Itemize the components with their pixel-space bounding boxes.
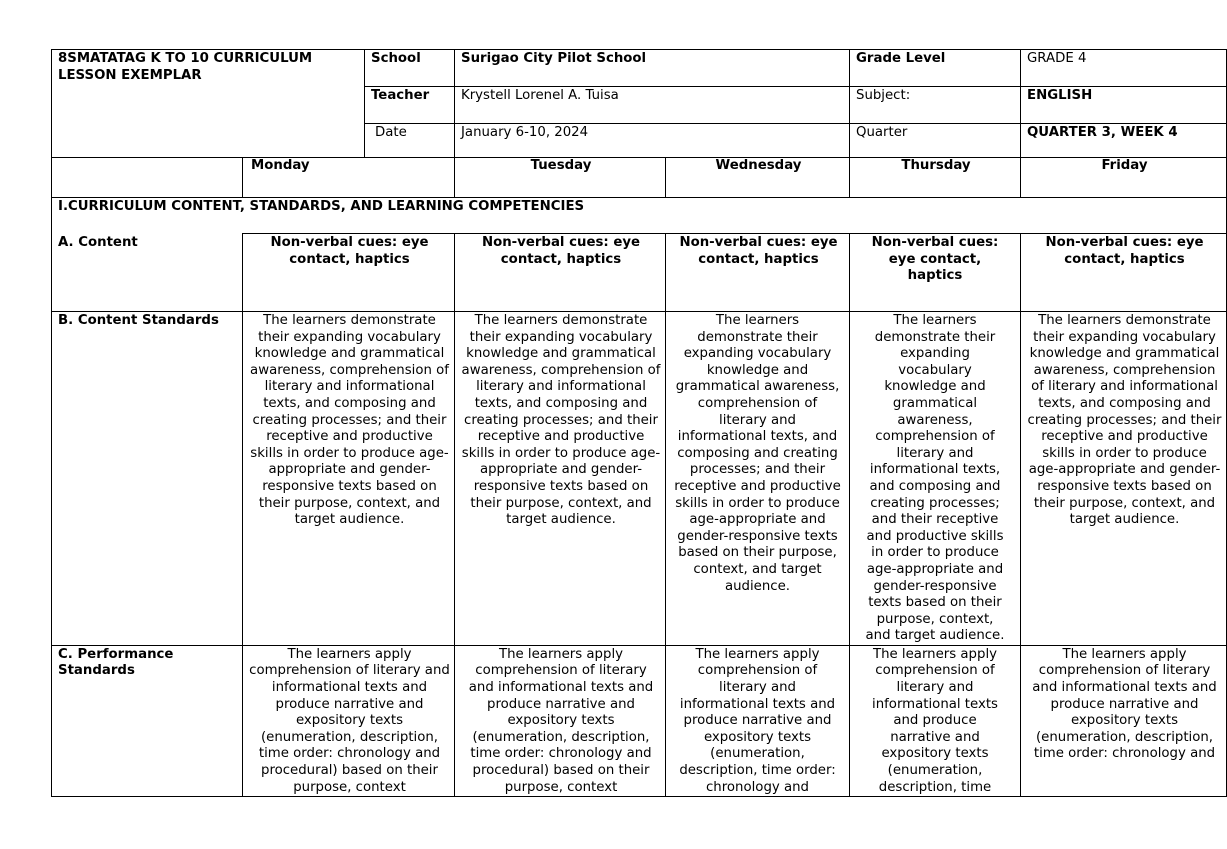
content-standards-friday: The learners demonstrate their expanding vocabulary knowledge and grammatical awareness, comprehension of literary and informational texts, and composing and creating processes; and their receptive and productive skills in order to produce age-appropriate and gender-responsive texts based on their purpose, context, and target audience. [1021, 312, 1227, 646]
day-friday: Friday [1021, 158, 1227, 198]
content-standards-tuesday: The learners demonstrate their expanding vocabulary knowledge and grammatical awareness, comprehension of literary and informational texts, and composing and creating processes; and their receptive and productive skills in order to produce age-appropriate and gender-responsive texts based on their purpose, context, and target audience. [455, 312, 666, 646]
day-tuesday: Tuesday [455, 158, 666, 198]
content-standards-thursday: The learners demonstrate their expanding vocabulary knowledge and grammatical awareness, comprehension of literary and informational texts, and composing and creating processes; and their receptive and productive skills in order to produce age-appropriate and gender-responsive texts based on their purpose, context, and target audience. [850, 312, 1021, 646]
date-label: Date [365, 124, 455, 158]
grade-level-value: GRADE 4 [1021, 50, 1227, 87]
section-heading: I.CURRICULUM CONTENT, STANDARDS, AND LEARNING COMPETENCIES [52, 198, 1227, 234]
content-friday: Non-verbal cues: eye contact, haptics [1021, 234, 1227, 312]
teacher-value: Krystell Lorenel A. Tuisa [455, 87, 850, 124]
section-heading-row [52, 198, 1227, 234]
curriculum-title [52, 50, 365, 158]
curriculum-title-line2: LESSON EXEMPLAR [58, 67, 202, 83]
days-row-blank [52, 158, 243, 198]
content-standards-wednesday: The learners demonstrate their expanding vocabulary knowledge and grammatical awareness, comprehension of literary and informational texts, and composing and creating processes; and their receptive and productive skills in order to produce age-appropriate and gender-responsive texts based on their purpose, context, and target audience. [666, 312, 850, 646]
grade-level-label: Grade Level [850, 50, 1021, 87]
day-monday: Monday [243, 158, 455, 198]
lesson-plan-table [51, 49, 1227, 797]
content-tuesday: Non-verbal cues: eye contact, haptics [455, 234, 666, 312]
header-row-school [52, 50, 1227, 87]
content-wednesday: Non-verbal cues: eye contact, haptics [666, 234, 850, 312]
school-value: Surigao City Pilot School [455, 50, 850, 87]
performance-standards-friday: The learners apply comprehension of literary and informational texts and produce narrative and expository texts (enumeration, description, time order: chronology and [1021, 645, 1227, 796]
content-thursday: Non-verbal cues: eye contact, haptics [850, 234, 1021, 312]
day-wednesday: Wednesday [666, 158, 850, 198]
row-performance-standards [52, 645, 1227, 796]
performance-standards-monday: The learners apply comprehension of literary and informational texts and produce narrative and expository texts (enumeration, description, time order: chronology and procedural) based on their purpose, context [243, 645, 455, 796]
row-label-content: A. Content [52, 234, 243, 312]
row-content [52, 234, 1227, 312]
days-row [52, 158, 1227, 198]
performance-standards-thursday: The learners apply comprehension of literary and informational texts and produce narrative and expository texts (enumeration, description, time [850, 645, 1021, 796]
teacher-label: Teacher [365, 87, 455, 124]
performance-standards-tuesday: The learners apply comprehension of literary and informational texts and produce narrative and expository texts (enumeration, description, time order: chronology and procedural) based on their purpose, context [455, 645, 666, 796]
subject-label: Subject: [850, 87, 1021, 124]
content-monday: Non-verbal cues: eye contact, haptics [243, 234, 455, 312]
day-thursday: Thursday [850, 158, 1021, 198]
row-label-performance-standards: C. Performance Standards [52, 645, 243, 796]
quarter-value: QUARTER 3, WEEK 4 [1021, 124, 1227, 158]
performance-standards-wednesday: The learners apply comprehension of literary and informational texts and produce narrative and expository texts (enumeration, description, time order: chronology and [666, 645, 850, 796]
row-content-standards [52, 312, 1227, 646]
content-standards-monday: The learners demonstrate their expanding vocabulary knowledge and grammatical awareness, comprehension of literary and informational texts, and composing and creating processes; and their receptive and productive skills in order to produce age-appropriate and gender-responsive texts based on their purpose, context, and target audience. [243, 312, 455, 646]
row-label-content-standards: B. Content Standards [52, 312, 243, 646]
quarter-label: Quarter [850, 124, 1021, 158]
curriculum-title-line1: 8SMATATAG K TO 10 CURRICULUM [58, 51, 313, 66]
school-label: School [365, 50, 455, 87]
subject-value: ENGLISH [1021, 87, 1227, 124]
date-value: January 6-10, 2024 [455, 124, 850, 158]
